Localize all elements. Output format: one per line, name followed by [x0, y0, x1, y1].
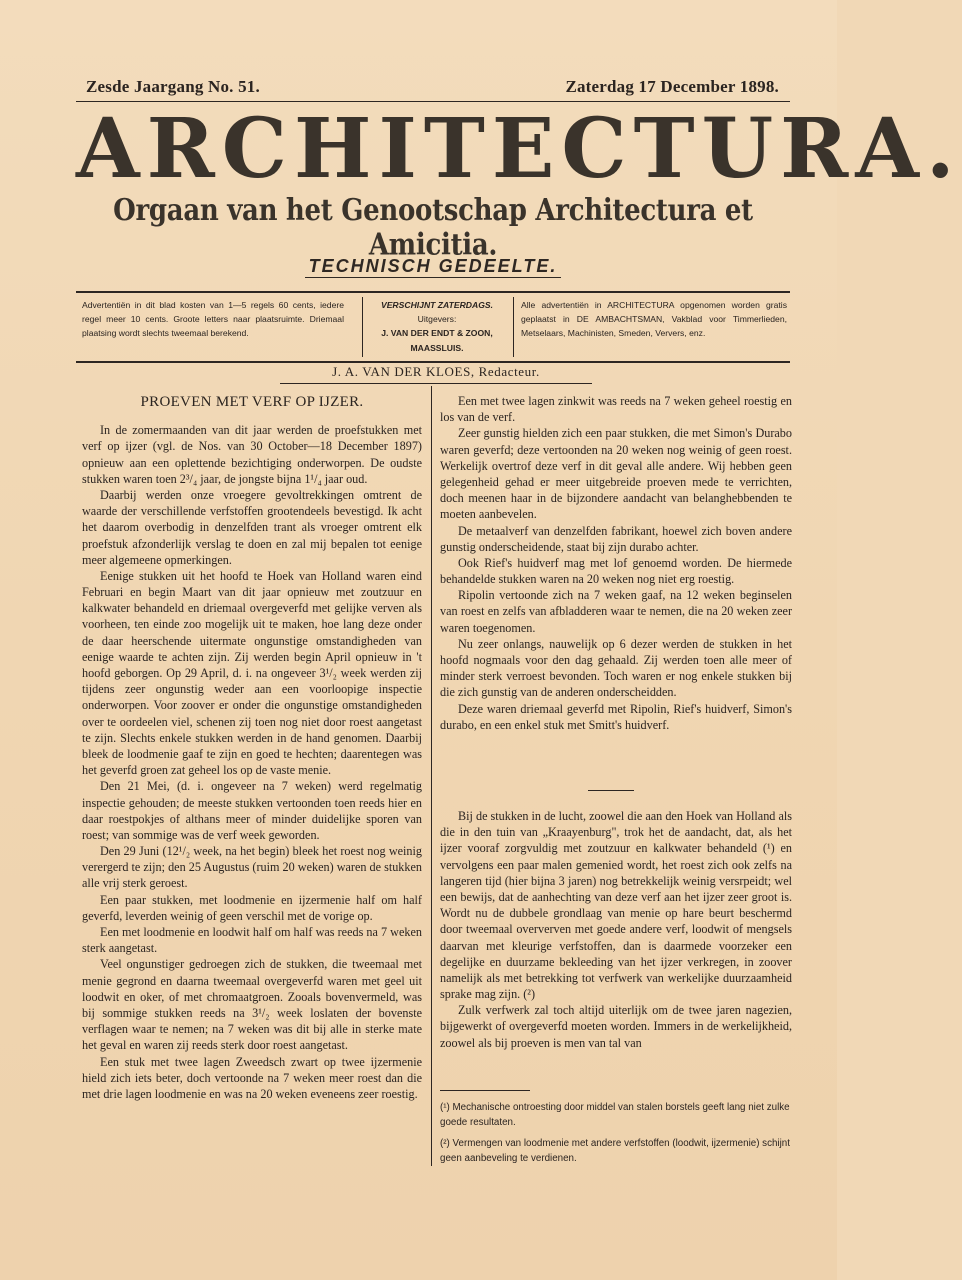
editor-line: J. A. VAN DER KLOES, Redacteur. — [280, 364, 592, 384]
article-paragraph: Een stuk met twee lagen Zweedsch zwart op twee ijzermenie hield zich iets beter, doch vertoonde na 7 weken meer roest dan die met drie lagen loodmenie en was na 20 weken eveneens zeer roestig. — [82, 1054, 422, 1101]
ad-rates-text: Advertentiën in dit blad kosten van 1—5 regels 60 cents, iedere regel meer 10 cents. Groote letters naar plaatsruimte. Driemaal plaatsing wordt slechts tweemaal berekend. — [82, 300, 344, 339]
article-title: PROEVEN MET VERF OP IJZER. — [140, 394, 364, 410]
article-paragraph: Veel ongunstiger gedroegen zich de stukken, die tweemaal met menie gegrond en daarna tweemaal overgeverfd waren met geel uit loodwit en oker, of met chromaatgroen. Zooals bovenvermeld, was bij sommige stukken reeds na 3¹/₂ week loslaten der bovenste verflagen waar te nemen; na 7 weken was dit bij alle in sterke mate het geval en waren zij reeds sterk door roest aangetast. — [82, 957, 422, 1053]
masthead-subtitle: Orgaan van het Genootschap Architectura et Amicitia. — [113, 193, 753, 263]
publishing-schedule: VERSCHIJNT ZATERDAGS. — [380, 300, 494, 310]
section-separator — [588, 790, 634, 791]
article-paragraph: Bij de stukken in de lucht, zoowel die aan den Hoek van Holland als die in den tuin van „Kraayenburg", trok het de aandacht, dat, als het ijzer vooraf zorgvuldig met zoutzuur en kalkwater behandeld (¹) en vervolgens een paar malen gemenied wordt, het roest zich ook zelfs na langeren tijd (hier bijna 3 jaren) nog betrekkelijk weinig versrpeidt; wel een bewijs, dat de aanhechting van deze verf aan het ijzer zeer groot is. Wordt nu de dubbele grondlaag van menie op hare beurt beschermd door tweemaal oververven met goede andere verf, loodwit of mengsels daarvan met kleurige verfstoffen, dan is daarmede voorzeker een degelijke en duurzame bekleeding van het ijzer verkregen, in zoover namelijk als met betrekking tot verfwerk van werkelijke duurzaamheid sprake mag zijn. (²) — [440, 809, 792, 1002]
publisher-label: Uitgevers: — [417, 314, 457, 325]
article-paragraph: Eenige stukken uit het hoofd te Hoek van Holland waren eind Februari en begin Maart van dit jaar opnieuw met zoutzuur en kalkwater behandeld en driemaal overgeverfd met gelijke verven als voorheen, ten einde zoo mogelijk uit te maken, hoe lang deze onder de daar heerschende uitermate ongunstige omstandigheden van eenige waarde te achten zijn. Zij werden begin April opnieuw in 't hoofd geborgen. Op 29 April, d. i. na ongeveer 3¹/₂ week werden zij tijdens zeer ongunstig weder aan een voorloopige inspectie onderworpen. Voor zoover er onder die ongunstige omstandigheden over te oordeelen viel, schenen zij toen nog niet door roest aangetast te zijn. Slechts enkele stukken werden in de hand genomen. Daarbij bleek de loodmenie gaaf te zijn en goed te hechten; daarentegen was het geverfd groen zat geheel los op de vaste menie. — [82, 568, 422, 778]
article-paragraph: Ook Rief's huidverf mag met lof genoemd worden. De hiermede behandelde stukken waren na 20 weken nog niet erg roestig. — [440, 555, 792, 587]
section-title — [76, 256, 790, 278]
article-paragraph: Deze waren driemaal geverfd met Ripolin, Rief's huidverf, Simon's durabo, en een enkel stuk met Smitt's huidverf. — [440, 701, 792, 732]
section-title-text: TECHNISCH GEDEELTE. — [305, 256, 562, 278]
article-paragraph: Den 21 Mei, (d. i. ongeveer na 7 weken) werd regelmatig inspectie gehouden; de meeste stukken vertoonden toen reeds hier en daar roestpokjes of althans meer of minder duidelijke sporen van roest; van sommige was de verf week geworden. — [82, 779, 422, 842]
issue-number: Zesde Jaargang No. 51. — [86, 77, 260, 96]
ad-free-placement-text: Alle advertentiën in ARCHITECTURA opgenomen worden gratis geplaatst in DE AMBACHTSMAN, Vakblad voor Timmerlieden, Metselaars, Machinisten, Smeden, Ververs, enz. — [521, 300, 787, 339]
article-left-column — [82, 394, 422, 1102]
article-right-column-bottom — [440, 808, 792, 1051]
article-paragraph: Een met loodmenie en loodwit half om half was reeds na 7 weken sterk aangetast. — [82, 925, 422, 956]
article-paragraph: In de zomermaanden van dit jaar werden de proefstukken met verf op ijzer (vgl. de Nos. van 30 October—18 December 1897) opnieuw aan een oplettende bezichtiging onderworpen. De oudste stukken waren toen 2³/₄ jaar, de jongste bijna 1¹/₄ jaar oud. — [82, 423, 422, 486]
article-paragraph: Ripolin vertoonde zich na 7 weken gaaf, na 12 weken beginselen van roest en zelfs van afbladderen waar te nemen, die na 20 weken zeer waren toegenomen. — [440, 588, 792, 635]
article-paragraph: Zeer gunstig hielden zich een paar stukken, die met Simon's Durabo waren geverfd; deze vertoonden na 20 weken nog weinig of geen roest. Werkelijk overtrof deze verf in dit geval alle andere. Wij hebben geen gelegenheid gehad er meer uitgebreide proeven mede te verrichten, doch meenen haar in de bijzondere aandacht van belanghebbenden te moeten aanbevelen. — [440, 426, 792, 522]
article-paragraph: De metaalverf van denzelfden fabrikant, hoewel zich boven andere gunstig onderscheidende, staat bij zijn durabo achter. — [440, 523, 792, 554]
footnote: (²) Vermengen van loodmenie met andere verfstoffen (loodwit, ijzermenie) schijnt geen aanbeveling te verdienen. — [440, 1138, 790, 1164]
article-paragraph: Den 29 Juni (12¹/₂ week, na het begin) bleek het roest nog weinig verergerd te zijn; den 25 Augustus (ruim 20 weken) waren de stukken alle vrij sterk geroest. — [82, 844, 422, 891]
column-divider — [431, 386, 432, 1166]
info-box — [76, 291, 790, 363]
article-paragraph: Zulk verfwerk zal toch altijd uiterlijk om de twee jaren nagezien, bijgewerkt of overgeverfd moeten worden. Immers in de werkelijkheid, zoowel als bij proeven is men van tal van — [440, 1003, 792, 1050]
info-box-divider-right — [513, 297, 514, 357]
publisher-name: J. VAN DER ENDT & ZOON, — [381, 328, 493, 339]
article-paragraph: Daarbij werden onze vroegere gevoltrekkingen omtrent de waarde der verschillende verfstoffen grootendeels bevestigd. Ik acht het daarom overbodig in denzelfden trant als vroeger omtrent elk proefstuk afzonderlijk verslag te doen en zal mij bepalen tot eenige meer algemeene opmerkingen. — [82, 487, 422, 567]
issue-date: Zaterdag 17 December 1898. — [565, 77, 779, 96]
publisher-block — [362, 298, 512, 355]
article-paragraph: Een met twee lagen zinkwit was reeds na 7 weken geheel roestig en los van de verf. — [440, 394, 792, 425]
masthead-title: ARCHITECTURA. — [76, 101, 962, 197]
article-paragraph: Een paar stukken, met loodmenie en ijzermenie half om half geverfd, leverden weinig of geen verschil met de vorige op. — [82, 892, 422, 923]
footnote: (¹) Mechanische ontroesting door middel van stalen borstels geeft lang niet zulke goede resultaten. — [440, 1102, 790, 1128]
publisher-city: MAASSLUIS. — [410, 342, 464, 353]
article-paragraph: Nu zeer onlangs, nauwelijk op 6 dezer werden de stukken in het hoofd nogmaals voor den dag gehaald. Zij werden toen alle meer of minder sterk verroest bevonden. Toch waren er nog enkele stukken bij die zich gunstig van de anderen onderscheidden. — [440, 636, 792, 700]
footnotes — [440, 1100, 792, 1172]
article-right-column-top — [440, 393, 792, 733]
footnote-rule — [440, 1090, 530, 1091]
